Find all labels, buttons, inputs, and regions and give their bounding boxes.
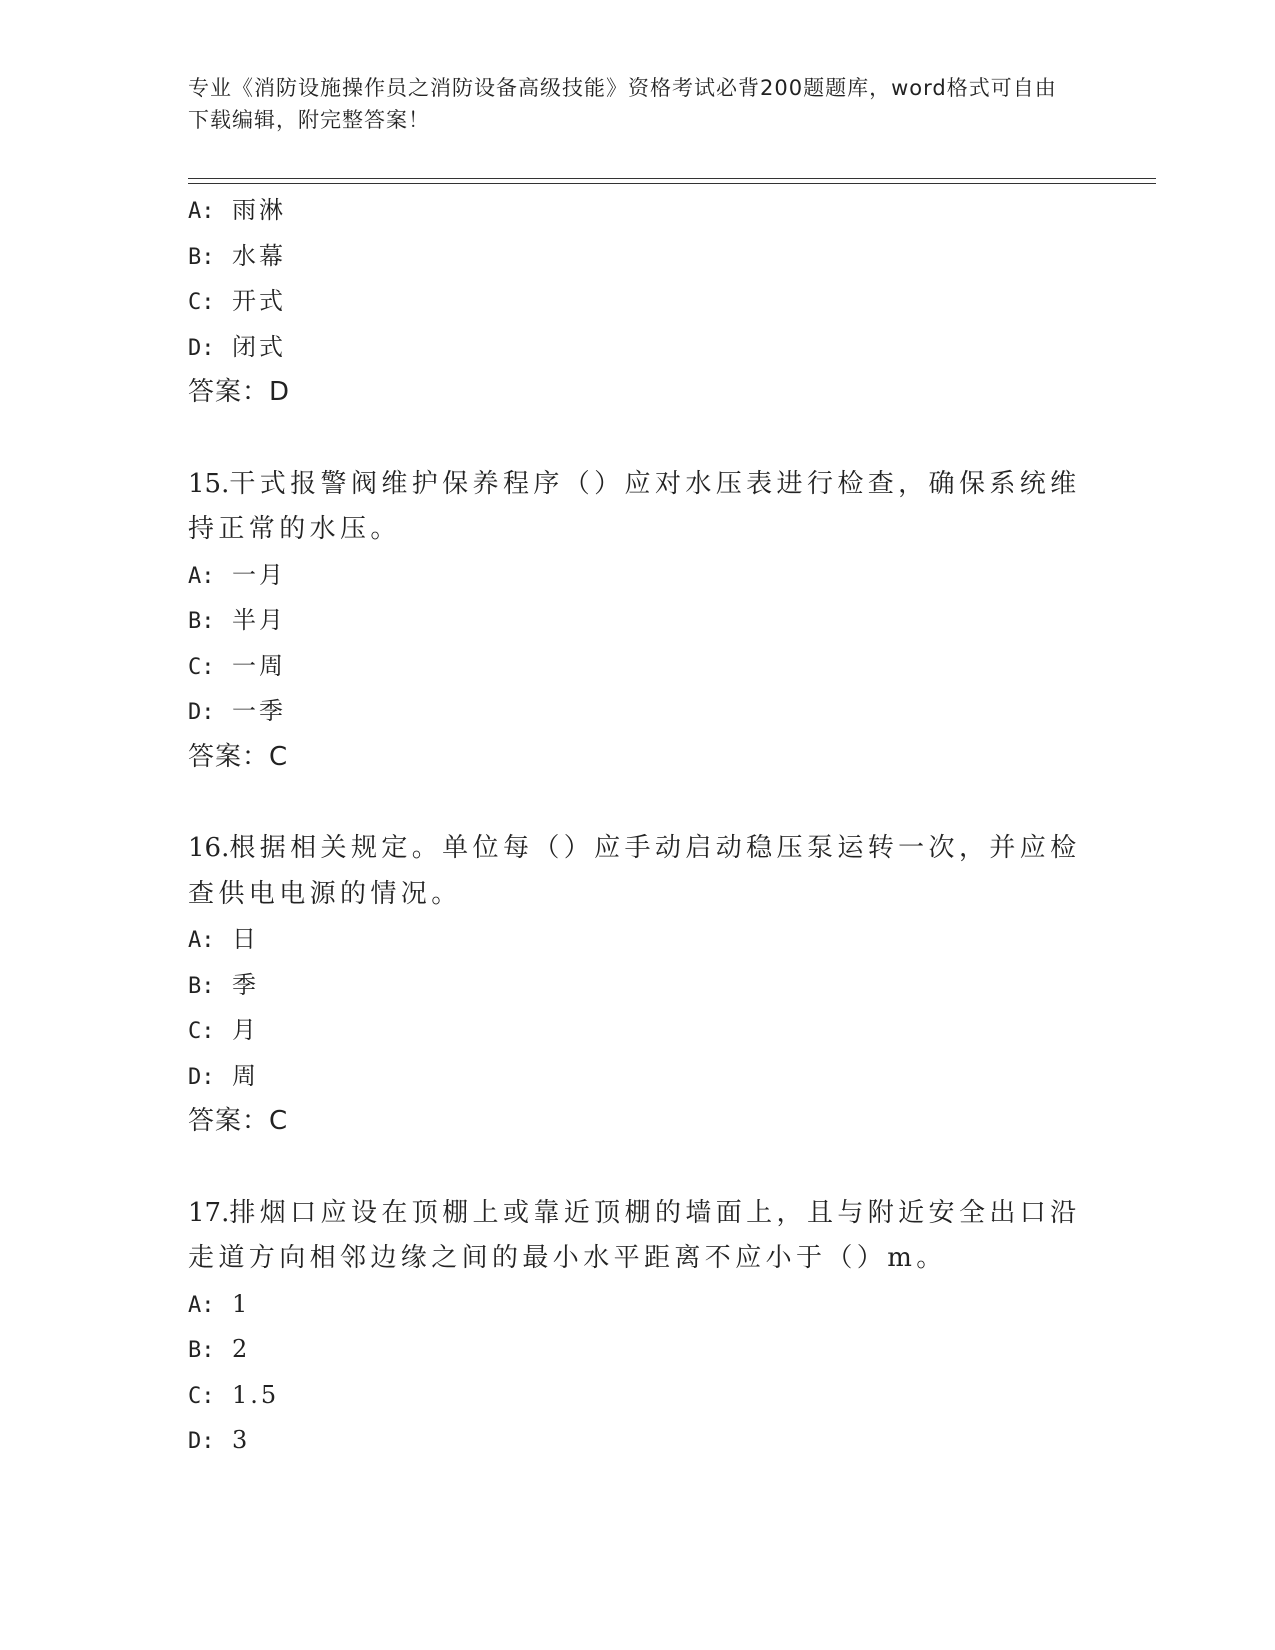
- answer-line: 答案：C: [188, 741, 289, 772]
- option-text: 水幕: [232, 241, 286, 270]
- option-text: 闭式: [232, 332, 286, 361]
- question-stem: [188, 462, 1088, 553]
- option-text: 开式: [232, 287, 286, 315]
- option-c: [188, 1373, 1088, 1419]
- answer-line: 答案：C: [188, 1106, 289, 1136]
- option-d: [188, 1054, 1088, 1100]
- option-letter: D:: [188, 1429, 215, 1454]
- header-rule-bottom: [188, 183, 1156, 184]
- question-text: 根据相关规定。单位每（）应手动启动稳压泵运转一次，并应检查供电电源的情况。: [188, 833, 1081, 909]
- question-17: [188, 1191, 1088, 1464]
- option-d: [188, 325, 1088, 371]
- option-b: [188, 963, 1088, 1009]
- option-letter: A:: [188, 563, 215, 589]
- option-text: 季: [232, 970, 259, 999]
- option-letter: C:: [188, 654, 215, 680]
- option-text: 1.5: [232, 1380, 280, 1409]
- question-text: 排烟口应设在顶棚上或靠近顶棚的墙面上，且与附近安全出口沿走道方向相邻边缘之间的最小水平距离不应小于（）m。: [188, 1197, 1081, 1273]
- option-letter: D:: [188, 700, 215, 725]
- question-16: [188, 826, 1088, 1145]
- option-a: [188, 1282, 1088, 1328]
- option-text: 3: [232, 1426, 251, 1454]
- option-text: 2: [232, 1335, 251, 1363]
- option-text: 一周: [232, 651, 286, 680]
- option-b: [188, 1327, 1088, 1373]
- option-text: 日: [232, 925, 259, 953]
- option-d: [188, 1418, 1088, 1464]
- option-text: 1: [232, 1289, 251, 1318]
- question-number: 15.: [188, 468, 230, 499]
- option-c: [188, 644, 1088, 690]
- option-letter: D:: [188, 335, 215, 361]
- option-letter: C:: [188, 1383, 215, 1409]
- option-letter: B:: [188, 244, 215, 270]
- option-b: [188, 598, 1088, 644]
- header-rule-top: [188, 178, 1156, 179]
- option-letter: A:: [188, 1292, 215, 1318]
- question-continued: [188, 188, 1088, 416]
- option-d: [188, 689, 1088, 735]
- option-letter: C:: [188, 290, 215, 315]
- option-letter: B:: [188, 973, 215, 999]
- option-letter: A:: [188, 928, 215, 953]
- option-c: [188, 279, 1088, 325]
- option-letter: D:: [188, 1064, 215, 1090]
- question-number: 16.: [188, 833, 230, 863]
- option-text: 月: [232, 1016, 259, 1044]
- answer-line: 答案：D: [188, 377, 291, 407]
- question-list: [188, 188, 1088, 1464]
- option-text: 一季: [232, 697, 286, 725]
- option-text: 一月: [232, 560, 286, 589]
- question-number: 17.: [188, 1197, 230, 1228]
- option-a: [188, 553, 1088, 599]
- option-text: 雨淋: [232, 196, 286, 224]
- option-text: 周: [232, 1061, 259, 1090]
- document-header: 专业《消防设施操作员之消防设备高级技能》资格考试必背200题题库，word格式可自由下载编辑，附完整答案！: [188, 76, 1057, 132]
- option-letter: C:: [188, 1019, 215, 1044]
- option-b: [188, 234, 1088, 280]
- option-letter: A:: [188, 199, 215, 224]
- option-a: [188, 188, 1088, 234]
- option-c: [188, 1008, 1088, 1054]
- option-a: [188, 917, 1088, 963]
- question-15: [188, 462, 1088, 781]
- question-stem: [188, 1191, 1088, 1282]
- option-letter: B:: [188, 1338, 215, 1363]
- option-text: 半月: [232, 606, 286, 634]
- question-stem: [188, 826, 1088, 917]
- option-letter: B:: [188, 609, 215, 634]
- question-text: 干式报警阀维护保养程序（）应对水压表进行检查，确保系统维持正常的水压。: [188, 468, 1081, 544]
